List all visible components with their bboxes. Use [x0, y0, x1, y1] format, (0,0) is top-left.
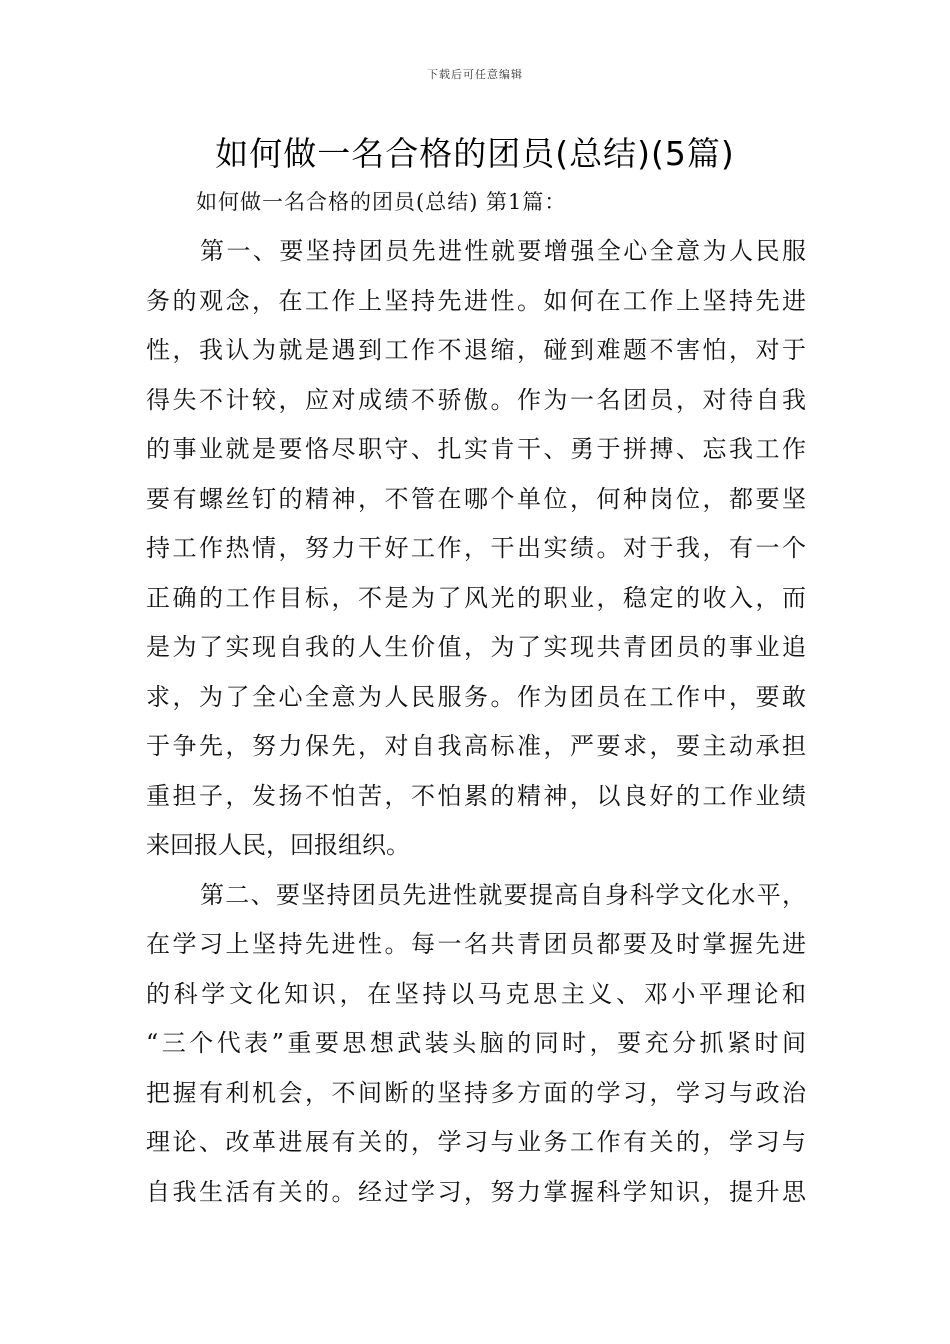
text-line: 把握有利机会，不间断的坚持多方面的学习，学习与政治: [146, 1078, 806, 1107]
text-line: 的事业就是要恪尽职守、扎实肯干、勇于拼搏、忘我工作: [146, 435, 806, 463]
text-line: 务的观念，在工作上坚持先进性。如何在工作上坚持先进: [146, 286, 806, 315]
text-line: “三个代表”重要思想武装头脑的同时，要充分抓紧时间: [146, 1029, 806, 1057]
text-line: 要有螺丝钉的精神，不管在哪个单位，何种岗位，都要坚: [146, 484, 806, 513]
text-line: 自我生活有关的。经过学习，努力掌握科学知识，提升思: [146, 1177, 806, 1206]
text-line: 得失不计较，应对成绩不骄傲。作为一名团员，对待自我: [146, 385, 806, 414]
paragraph-2: [146, 871, 806, 1218]
text-line: 于争先，努力保先，对自我高标准，严要求，要主动承担: [146, 732, 806, 760]
text-line: 求，为了全心全意为人民服务。作为团员在工作中，要敢: [146, 682, 806, 711]
text-line: 性，我认为就是遇到工作不退缩，碰到难题不害怕，对于: [146, 336, 806, 364]
text-line: 是为了实现自我的人生价值，为了实现共青团员的事业追: [146, 633, 806, 661]
section-heading: 如何做一名合格的团员(总结) 第1篇：: [196, 190, 567, 214]
paragraph-1: [146, 227, 806, 871]
text-line: 第二、要坚持团员先进性就要提高自身科学文化水平，: [200, 880, 806, 909]
text-line: 重担子，发扬不怕苦，不怕累的精神，以良好的工作业绩: [146, 781, 806, 810]
text-line: 第一、要坚持团员先进性就要增强全心全意为人民服: [200, 237, 806, 265]
document-title: 如何做一名合格的团员(总结)(5篇): [215, 134, 735, 173]
text-line: 正确的工作目标，不是为了风光的职业，稳定的收入，而: [146, 583, 806, 612]
text-line: 的科学文化知识，在坚持以马克思主义、邓小平理论和: [146, 979, 806, 1008]
text-line: 来回报人民，回报组织。: [146, 831, 410, 859]
text-line: 理论、改革进展有关的，学习与业务工作有关的，学习与: [146, 1128, 806, 1156]
body-text: [146, 227, 806, 1217]
header-note: 下载后可任意编辑: [427, 68, 523, 81]
text-line: 持工作热情，努力干好工作，干出实绩。对于我，有一个: [146, 534, 806, 562]
text-line: 在学习上坚持先进性。每一名共青团员都要及时掌握先进: [146, 930, 806, 958]
